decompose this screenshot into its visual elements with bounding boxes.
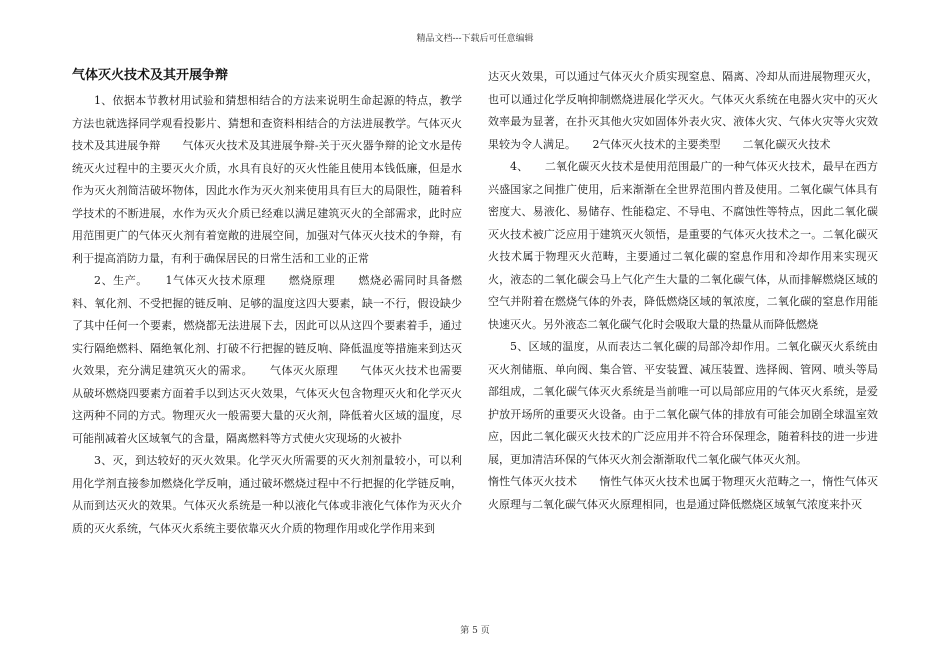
document-title: 气体灭火技术及其开展争辩 xyxy=(72,68,229,83)
paragraph-4: 4、 二氧化碳灭火技术是使用范围最广的一种气体灭火技术，最早在西方兴盛国家之间推广使用，后来渐渐在全世界范围内普及使用。二氧化碳气体具有密度大、易液化、易储存、性能稳定、不导电、不腐蚀性等特点，因此二氧化碳灭火技术被广泛应用于建筑灭火领悟，是重要的气体灭火技术之一。二氧化碳灭火技术属于物理灭火范畴，主要通过二氧化碳的窒息作用和冷却作用来实现灭火，液态的二氧化碳会马上气化产生大量的二氧化碳气体，从而排解燃烧区域的空气并附着在燃烧气体的外表，降低燃烧区域的氧浓度，二氧化碳的窒息作用能快速灭火。另外液态二氧化碳气化时会吸取大量的热量从而降低燃烧 xyxy=(488,160,878,331)
left-column xyxy=(72,66,462,540)
right-column xyxy=(488,66,878,516)
paragraph-1: 1、依据本节教材用试验和猜想相结合的方法来说明生命起源的特点，教学方法也就选择同学观看投影片、猜想和查资料相结合的方法进展教学。气体灭火技术及其进展争辩 气体灭火技术及其进展争辩-关于灭火器争辩的论文水是传统灭火过程中的主要灭火介质，水具有良好的灭火性能且使用本钱低廉，但是水作为灭火剂简洁破坏物体，因此水作为灭火剂来使用具有巨大的局限性，随着科学技术的不断进展，水作为灭火介质已经难以满足建筑灭火的全部需求，此时应用范围更广的气体灭火剂有着宽敞的进展空间，加强对气体灭火技术的争辩，有利于提高消防力量，有利于确保居民的日常生活和工业的正常 xyxy=(72,94,462,265)
page-header: 精品文档---下载后可任意编辑 xyxy=(416,34,534,44)
paragraph-6: 惰性气体灭火技术 惰性气体灭火技术也属于物理灭火范畴之一，惰性气体灭火原理与二氧化碳气体灭火原理相同，也是通过降低燃烧区域氧气浓度来扑灭 xyxy=(488,475,878,511)
page-number: 第 5 页 xyxy=(460,626,490,636)
paragraph-5: 5、区域的温度，从而表达二氧化碳的局部冷却作用。二氧化碳灭火系统由灭火剂储瓶、单向阀、集合管、平安装置、减压装置、选择阀、管网、喷头等局部组成，二氧化碳气体灭火系统是当前唯一可以局部应用的气体灭火系统，是爱护放开场所的重要灭火设备。由于二氧化碳气体的排放有可能会加剧全球温室效应，因此二氧化碳灭火技术的广泛应用并不符合环保理念，随着科技的进一步进展，更加清洁环保的气体灭火剂会渐渐取代二氧化碳气体灭火剂。 xyxy=(488,340,878,466)
paragraph-2: 2、生产。 1气体灭火技术原理 燃烧原理 燃烧必需同时具备燃料、氧化剂、不受把握的链反响、足够的温度这四大要素，缺一不行，假设缺少了其中任何一个要素，燃烧都无法进展下去，因此可以从这四个要素着手，通过实行隔绝燃料、隔绝氧化剂、打破不行把握的链反响、降低温度等措施来到达灭火效果，充分满足建筑灭火的需求。 气体灭火原理 气体灭火技术也需要从破坏燃烧四要素方面着手以到达灭火效果，气体灭火包含物理灭火和化学灭火这两种不同的方式。物理灭火一般需要大量的灭火剂，降低着火区域的温度，尽可能削减着火区域氧气的含量，隔离燃料等方式使火灾现场的火被扑 xyxy=(72,274,462,445)
paragraph-3: 3、灭，到达较好的灭火效果。化学灭火所需要的灭火剂剂量较小，可以利用化学剂直接参加燃烧化学反响，通过破坏燃烧过程中不行把握的化学链反响，从而到达灭火的效果。气体灭火系统是一种以液化气体或非液化气体作为灭火介质的灭火系统，气体灭火系统主要依靠灭火介质的物理作用或化学作用来到 xyxy=(72,454,462,535)
paragraph-3-continued: 达灭火效果，可以通过气体灭火介质实现窒息、隔离、冷却从而进展物理灭火，也可以通过化学反响抑制燃烧进展化学灭火。气体灭火系统在电器火灾中的灭火效率最为显著，在扑灭其他火灾如固体外表火灾、液体火灾、气体火灾等火灾效果较为令人满足。 2气体灭火技术的主要类型 二氧化碳灭火技术 xyxy=(488,70,878,151)
